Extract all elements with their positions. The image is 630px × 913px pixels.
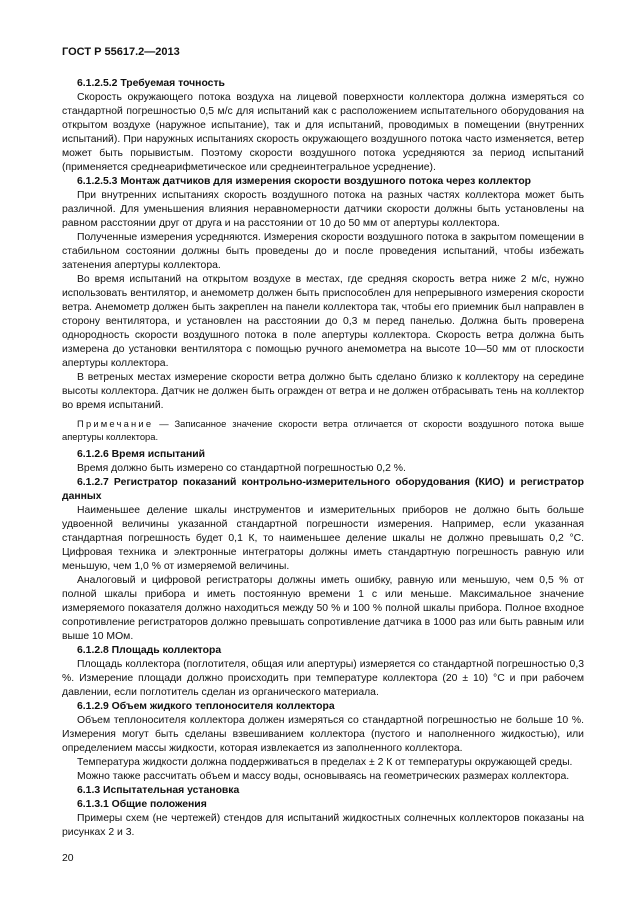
note (62, 417, 584, 443)
paragraph: Аналоговый и цифровой регистраторы должны иметь ошибку, равную или меньшую, чем 0,5 % от полной шкалы прибора и иметь постоянную времени 1 с или меньше. Максимальное значение измеряемого показателя должно находиться между 50 % и 100 % полной шкалы прибора. Полное входное сопротивление регистраторов должно превышать сопротивление датчика в 1000 раз или быть равным или выше 10 МОм. (62, 575, 584, 642)
section-title-6126: 6.1.2.6 Время испытаний (77, 449, 206, 460)
paragraph: Можно также рассчитать объем и массу воды, основываясь на геометрических размерах коллектора. (77, 771, 570, 782)
paragraph: Скорость окружающего потока воздуха на лицевой поверхности коллектора должна измеряться со стандартной погрешностью 0,5 м/с для испытаний как с расположением испытательного оборудования на открытом воздухе (наружное испытание), так и для испытаний, проводимых в помещении (внутренних испытаний). При наружных испытаниях скорость окружающего воздушного потока часто изменяется, ветер может быть порывистым. Поэтому скорости воздушного потока усредняются за период испытаний (применяется среднеарифметическое или среднеинтегральное усреднение). (62, 92, 584, 173)
standard-designation: ГОСТ Р 55617.2—2013 (62, 46, 180, 58)
page-number: 20 (62, 853, 74, 864)
section-title-6131: 6.1.3.1 Общие положения (77, 799, 207, 810)
note-label: Примечание (77, 418, 154, 429)
paragraph: Время должно быть измерено со стандартной погрешностью 0,2 %. (77, 463, 406, 474)
section-title-613: 6.1.3 Испытательная установка (77, 785, 240, 796)
paragraph: В ветреных местах измерение скорости ветра должно быть сделано близко к коллектору на середине высоты коллектора. Датчик не должен быть огражден от ветра и не должен отбрасывать тень на коллектор во время испытаний. (62, 372, 584, 411)
document-body (62, 77, 584, 840)
paragraph: Объем теплоносителя коллектора должен измеряться со стандартной погрешностью не больше 10 %. Измерения могут быть сделаны взвешиванием коллектора (пустого и наполненного жидкостью), или определением массы жидкости, которая извлекается из заполненного коллектора. (62, 715, 584, 754)
section-title-6128: 6.1.2.8 Площадь коллектора (77, 645, 222, 656)
paragraph: Площадь коллектора (поглотителя, общая или апертуры) измеряется со стандартной погрешностью 0,3 %. Измерение площади должно происходить при температуре коллектора (20 ± 10) °С и при рабочем давлении, если поглотитель сделан из органического материала. (62, 659, 584, 698)
paragraph: Примеры схем (не чертежей) стендов для испытаний жидкостных солнечных коллекторов показаны на рисунках 2 и 3. (62, 813, 584, 838)
section-title-6127: 6.1.2.7 Регистратор показаний контрольно-измерительного оборудования (КИО) и регистратор данных (62, 477, 584, 502)
section-title-6129: 6.1.2.9 Объем жидкого теплоносителя коллектора (77, 701, 335, 712)
note-text: — Записанное значение скорости ветра отличается от скорости воздушного потока выше апертуры коллектора. (62, 418, 584, 442)
paragraph: Наименьшее деление шкалы инструментов и измерительных приборов не должно быть больше удвоенной величины указанной стандартной погрешности измерения. Например, если указанная стандартная погрешность будет 0,1 К, то наименьшее деление шкалы не должно превышать 0,2 °С. Цифровая техника и электронные интеграторы должны иметь стандартную погрешность равную или меньшую, чем 1,0 % от измеряемой величины. (62, 505, 584, 572)
section-title-61253: 6.1.2.5.3 Монтаж датчиков для измерения скорости воздушного потока через коллектор (77, 176, 532, 187)
paragraph: Полученные измерения усредняются. Измерения скорости воздушного потока в закрытом помещении в стабильном состоянии должны быть проведены до и после проведения испытаний, чтобы избежать затенения апертуры коллектора. (62, 232, 584, 271)
paragraph: Температура жидкости должна поддерживаться в пределах ± 2 К от температуры окружающей среды. (77, 757, 573, 768)
section-title-61252: 6.1.2.5.2 Требуемая точность (77, 78, 225, 89)
paragraph: При внутренних испытаниях скорость воздушного потока на разных частях коллектора может быть различной. Для уменьшения влияния неравномерности датчики скорости должны быть установлены на равном расстоянии друг от друга и на расстоянии от 10 до 50 мм от апертуры коллектора. (62, 190, 584, 229)
paragraph: Во время испытаний на открытом воздухе в местах, где средняя скорость ветра ниже 2 м/с, нужно использовать вентилятор, и анемометр должен быть приспособлен для непрерывного измерения скорости ветра. Анемометр должен быть закреплен на панели коллектора так, чтобы его приемник был направлен в сторону вентилятора, и установлен на расстоянии до 0,3 м перед панелью. Должна быть проверена однородность скорости воздушного потока в поле апертуры коллектора. Скорость ветра должна быть измерена до установки вентилятора с помощью ручного анемометра на высоте 10—50 мм от плоскости апертуры коллектора. (62, 274, 584, 369)
